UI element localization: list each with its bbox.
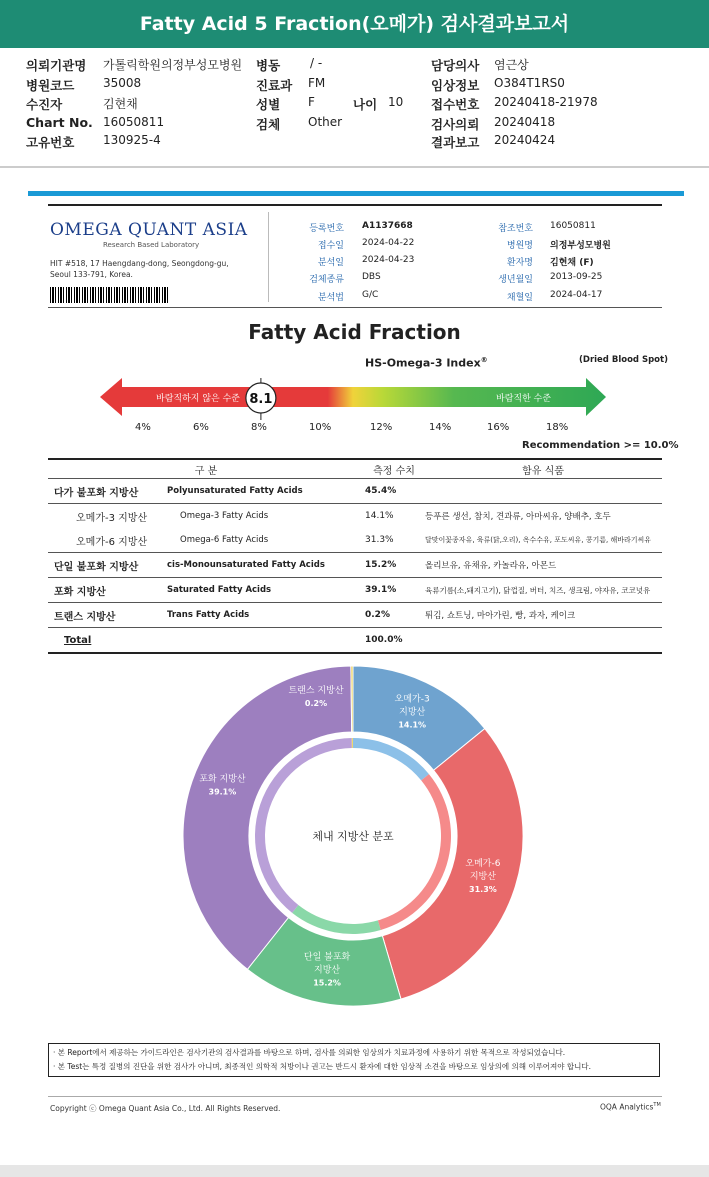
row-kr: 포화 지방산	[48, 578, 166, 603]
row-value: 0.2%	[364, 603, 424, 628]
table-header: 구 분	[48, 459, 364, 479]
brand-sup: TM	[653, 1102, 661, 1108]
value: 김현채 (F)	[550, 258, 594, 268]
disclaimer-line: · 본 Report에서 제공하는 가이드라인은 검사기관의 검사결과를 바탕으로 하며, 검사를 의뢰한 임상의가 치료과정에 사용하기 위한 목적으로 작성되었습니다.	[53, 1048, 566, 1057]
fatty-acid-donut-chart	[180, 663, 526, 1009]
donut-label-value: 31.3%	[469, 885, 497, 895]
table-row	[48, 479, 662, 504]
table-row	[48, 603, 662, 628]
row-kr: Total	[48, 628, 166, 654]
index-sup: ®	[480, 356, 488, 364]
brand-name: OQA Analytics	[600, 1102, 654, 1112]
value: G/C	[362, 290, 379, 300]
value: Other	[308, 115, 343, 129]
row-en: Polyunsaturated Fatty Acids	[167, 486, 303, 496]
row-kr: 오메가-3 지방산	[48, 504, 166, 529]
donut-label-text: 포화 지방산	[199, 774, 246, 785]
index-title: HS-Omega-3 Index	[365, 356, 481, 370]
label: 병원코드	[26, 78, 75, 93]
value: 의정부성모병원	[550, 241, 611, 251]
index-value: 8.1	[249, 392, 273, 407]
row-value: 31.3%	[365, 535, 394, 545]
label: 등록번호	[309, 224, 344, 234]
value: 35008	[103, 76, 142, 90]
table-row	[48, 504, 662, 529]
disclaimer	[48, 1043, 660, 1077]
label: 임상정보	[431, 78, 480, 93]
label: 수진자	[26, 97, 63, 112]
donut-label	[395, 692, 430, 729]
label: 검체	[256, 117, 281, 132]
right-label: 바람직한 수준	[496, 394, 552, 404]
scale-tick: 18%	[546, 422, 569, 433]
scale-tick: 4%	[135, 422, 151, 433]
scale-tick: 14%	[429, 422, 452, 433]
row-en	[166, 628, 364, 654]
donut-label-text: 지방산	[469, 872, 496, 883]
omega3-index-bar	[100, 376, 608, 426]
row-food: 달맞이꽃종자유, 육류(닭,오리), 옥수수유, 포도씨유, 콩기름, 해바라기씨유	[425, 536, 652, 544]
row-en: Saturated Fatty Acids	[166, 578, 364, 603]
specimen-note: (Dried Blood Spot)	[579, 355, 668, 365]
label: 진료과	[256, 78, 293, 93]
value: O384T1RS0	[494, 76, 565, 90]
row-en: Trans Fatty Acids	[166, 603, 364, 628]
lab-tagline: Research Based Laboratory	[103, 241, 200, 249]
lab-address: HIT #518, 17 Haengdang-dong, Seongdong-gu, Seoul 133-791, Korea.	[50, 259, 229, 279]
label: 분석법	[317, 293, 344, 303]
row-kr: 단일 불포화 지방산	[48, 553, 166, 578]
donut-label-value: 0.2%	[304, 699, 328, 708]
divider	[28, 191, 684, 196]
label: 참조번호	[498, 224, 533, 234]
row-en: cis-Monounsaturated Fatty Acids	[166, 553, 364, 578]
recommendation: Recommendation >= 10.0%	[522, 440, 679, 451]
divider	[48, 307, 662, 308]
section-title: Fatty Acid Fraction	[248, 320, 461, 344]
row-kr: 트랜스 지방산	[48, 603, 166, 628]
divider	[48, 1096, 662, 1097]
donut-slice	[351, 666, 353, 732]
label: 환자명	[506, 258, 533, 268]
value: 16050811	[103, 115, 165, 129]
donut-slice	[382, 729, 523, 1000]
index-name	[365, 356, 488, 370]
row-value: 39.1%	[364, 578, 424, 603]
row-kr: 오메가-6 지방산	[76, 536, 148, 548]
table-header: 측정 수치	[364, 459, 424, 479]
value: 염근상	[494, 58, 529, 72]
value: 130925-4	[103, 133, 161, 147]
row-food: 등푸른 생선, 참치, 견과류, 아마씨유, 양배추, 호두	[424, 504, 662, 529]
value: FM	[308, 76, 326, 90]
row-food	[424, 479, 662, 504]
label: 결과보고	[431, 135, 480, 150]
row-food: 올리브유, 유채유, 카놀라유, 아몬드	[424, 553, 662, 578]
donut-label-value: 15.2%	[313, 978, 341, 988]
divider	[48, 204, 662, 206]
brand	[600, 1102, 661, 1112]
label: 접수번호	[431, 97, 480, 112]
row-value: 100.0%	[364, 628, 424, 654]
donut-label-text: 지방산	[399, 707, 426, 718]
scale-tick: 8%	[251, 422, 267, 433]
value: 2013-09-25	[550, 272, 603, 282]
label: 분석일	[317, 258, 344, 268]
table-row	[48, 553, 662, 578]
value: 김현채	[103, 97, 138, 111]
label: 검체종류	[309, 275, 344, 285]
donut-label-value: 39.1%	[208, 787, 237, 797]
table-row	[48, 528, 662, 553]
value: 10	[388, 95, 404, 109]
label: 성별	[256, 97, 281, 112]
donut-label-text: 오메가-6	[465, 859, 501, 870]
donut-label-text: 오메가-3	[394, 694, 430, 705]
scale-tick: 12%	[370, 422, 393, 433]
label: Chart No.	[26, 115, 93, 130]
divider	[268, 212, 269, 302]
table-row	[48, 578, 662, 603]
label: 의뢰기관명	[26, 58, 87, 73]
label: 담당의사	[431, 58, 480, 73]
scale-tick: 10%	[309, 422, 332, 433]
table-header: 함유 식품	[424, 459, 662, 479]
lab-logo: OMEGA QUANT ASIA	[50, 220, 248, 240]
row-value: 14.1%	[364, 504, 424, 529]
label: 채혈일	[506, 293, 533, 303]
value: 2024-04-22	[362, 238, 415, 248]
donut-center-title: 체내 지방산 분포	[312, 830, 394, 843]
label: 접수일	[317, 241, 344, 251]
value: DBS	[362, 272, 381, 282]
label: 병동	[256, 58, 281, 73]
index-marker	[246, 378, 276, 420]
row-food	[424, 628, 662, 654]
donut-label-value: 14.1%	[398, 720, 427, 730]
donut-label-text: 트랜스 지방산	[288, 686, 344, 696]
report-title: Fatty Acid 5 Fraction(오메가) 검사결과보고서	[0, 0, 709, 48]
page-bottom	[0, 1165, 709, 1177]
donut-label-text: 단일 불포화	[303, 952, 351, 963]
barcode	[50, 287, 168, 303]
table-row	[48, 628, 662, 654]
row-food: 육류기름(소,돼지고기), 닭껍질, 버터, 치즈, 생크림, 야자유, 코코넛유	[424, 578, 662, 603]
value: 20240424	[494, 133, 556, 147]
scale-tick: 16%	[487, 422, 510, 433]
donut-label	[465, 857, 500, 894]
value: A1137668	[362, 221, 413, 231]
label: 병원명	[506, 241, 533, 251]
value: 16050811	[550, 221, 596, 231]
value: 가톨릭학원의정부성모병원	[103, 58, 243, 72]
disclaimer-line: · 본 Test는 특정 질병의 진단을 위한 검사가 아니며, 최종적인 의학적 처방이나 권고는 반드시 환자에 대한 임상적 소견을 바탕으로 임상의에 의해 이루어져야 합니다.	[53, 1062, 592, 1071]
row-food: 튀김, 쇼트닝, 마아가린, 빵, 과자, 케이크	[424, 603, 662, 628]
scale-tick: 6%	[193, 422, 209, 433]
value: 20240418-21978	[494, 95, 598, 109]
label: 나이	[353, 97, 378, 112]
value: / -	[310, 56, 323, 70]
value: 2024-04-17	[550, 290, 603, 300]
copyright: Copyright ⓒ Omega Quant Asia Co., Ltd. All Rights Reserved.	[50, 1104, 281, 1113]
value: 20240418	[494, 115, 556, 129]
row-value: 15.2%	[364, 553, 424, 578]
label: 고유번호	[26, 135, 75, 150]
fatty-acid-table	[48, 458, 662, 654]
value: F	[308, 95, 315, 109]
left-label: 바람직하지 않은 수준	[156, 394, 240, 404]
label: 검사의뢰	[431, 117, 480, 132]
row-en: Omega-6 Fatty Acids	[180, 535, 269, 545]
label: 생년월일	[498, 275, 533, 285]
value: 2024-04-23	[362, 255, 415, 265]
donut-label-text: 지방산	[314, 965, 341, 976]
row-en: Omega-3 Fatty Acids	[166, 504, 364, 529]
request-header	[0, 48, 709, 168]
row-kr: 다가 불포화 지방산	[54, 487, 139, 499]
inner-ring-slice	[352, 738, 353, 748]
row-value: 45.4%	[365, 486, 397, 496]
